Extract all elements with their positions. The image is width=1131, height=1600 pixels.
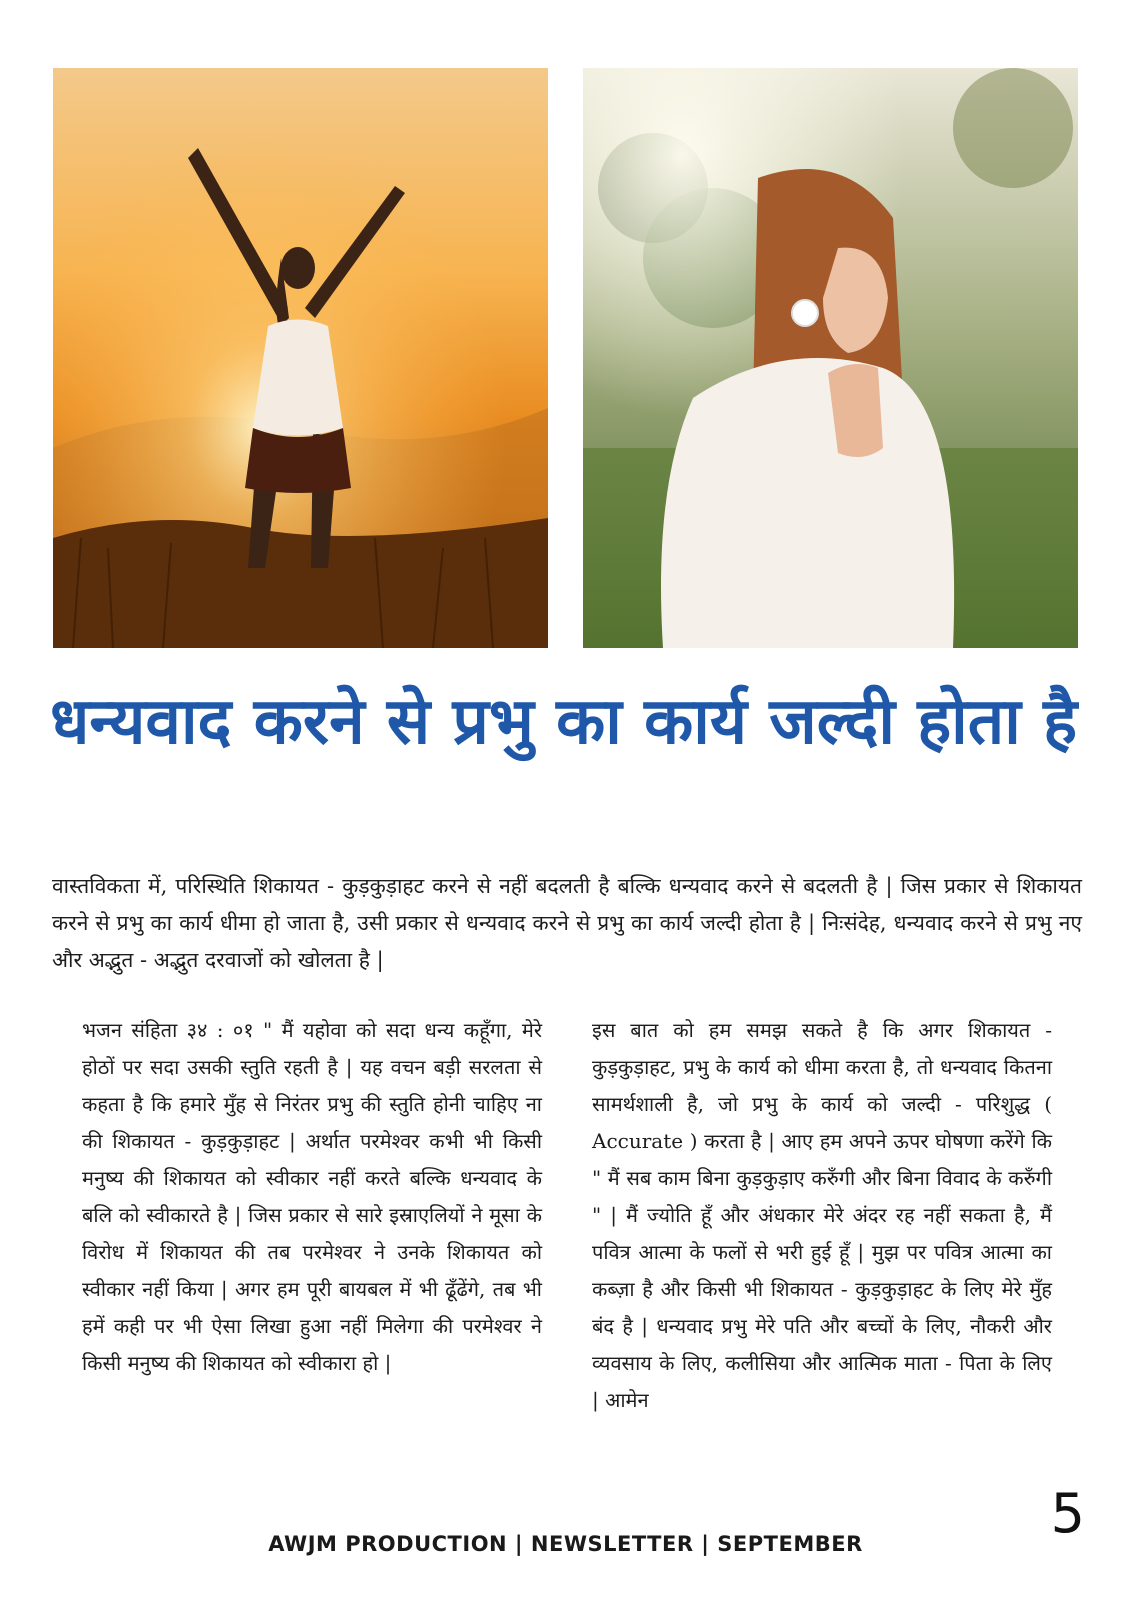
photo-woman-arms-raised <box>53 68 548 648</box>
footer-text: AWJM PRODUCTION | NEWSLETTER | SEPTEMBER <box>268 1532 863 1556</box>
page-number: 5 <box>1050 1482 1085 1545</box>
headline: धन्यवाद करने से प्रभु का कार्य जल्दी होता है <box>50 684 1078 759</box>
column-left-text: भजन संहिता ३४ : ०१ " मैं यहोवा को सदा धन्य कहूँगा, मेरे होठों पर सदा उसकी स्तुति रहती है | यह वचन बड़ी सरलता से कहता है कि हमारे मुँह से निरंतर प्रभु की स्तुति होनी चाहिए ना की शिकायत - कुड़कुड़ाहट | अर्थात परमेश्वर कभी भी किसी मनुष्य की शिकायत को स्वीकार नहीं करते बल्कि धन्यवाद के बलि को स्वीकारते है | जिस प्रकार से सारे इस्राएलियों ने मूसा के विरोध में शिकायत की तब परमेश्वर ने उनके शिकायत को स्वीकार नहीं किया | अगर हम पूरी बायबल में भी ढूँढेंगे, तब भी हमें कही पर भी ऐसा लिखा हुआ नहीं मिलेगा की परमेश्वर ने किसी मनुष्य की शिकायत को स्वीकारा हो | <box>82 1018 542 1375</box>
photo-woman-praying <box>583 68 1078 648</box>
praying-photo-graphic <box>583 68 1078 648</box>
sunset-photo-graphic <box>53 68 548 648</box>
intro-paragraph: वास्तविकता में, परिस्थिति शिकायत - कुड़कुड़ाहट करने से नहीं बदलती है बल्कि धन्यवाद करने से बदलती है | जिस प्रकार से शिकायत करने से प्रभु का कार्य धीमा हो जाता है, उसी प्रकार से धन्यवाद करने से प्रभु का कार्य जल्दी होता है | निःसंदेह, धन्यवाद करने से प्रभु नए और अद्भुत - अद्भुत दरवाजों को खोलता है | <box>52 874 1082 972</box>
column-right-text: इस बात को हम समझ सकते है कि अगर शिकायत - कुड़कुड़ाहट, प्रभु के कार्य को धीमा करता है, तो धन्यवाद कितना सामर्थशाली है, जो प्रभु के कार्य को जल्दी - परिशुद्ध ( Accurate ) करता है | आए हम अपने ऊपर घोषणा करेंगे कि " मैं सब काम बिना कुड़कुड़ाए करुँगी और बिना विवाद के करुँगी " | मैं ज्योति हूँ और अंधकार मेरे अंदर रह नहीं सकता है, मैं पवित्र आत्मा के फलों से भरी हुई हूँ | मुझ पर पवित्र आत्मा का कब्ज़ा है और किसी भी शिकायत - कुड़कुड़ाहट के लिए मेरे मुँह बंद है | धन्यवाद प्रभु मेरे पति और बच्चों के लिए, नौकरी और व्यवसाय के लिए, कलीसिया और आत्मिक माता - पिता के लिए | आमेन <box>592 1018 1052 1412</box>
